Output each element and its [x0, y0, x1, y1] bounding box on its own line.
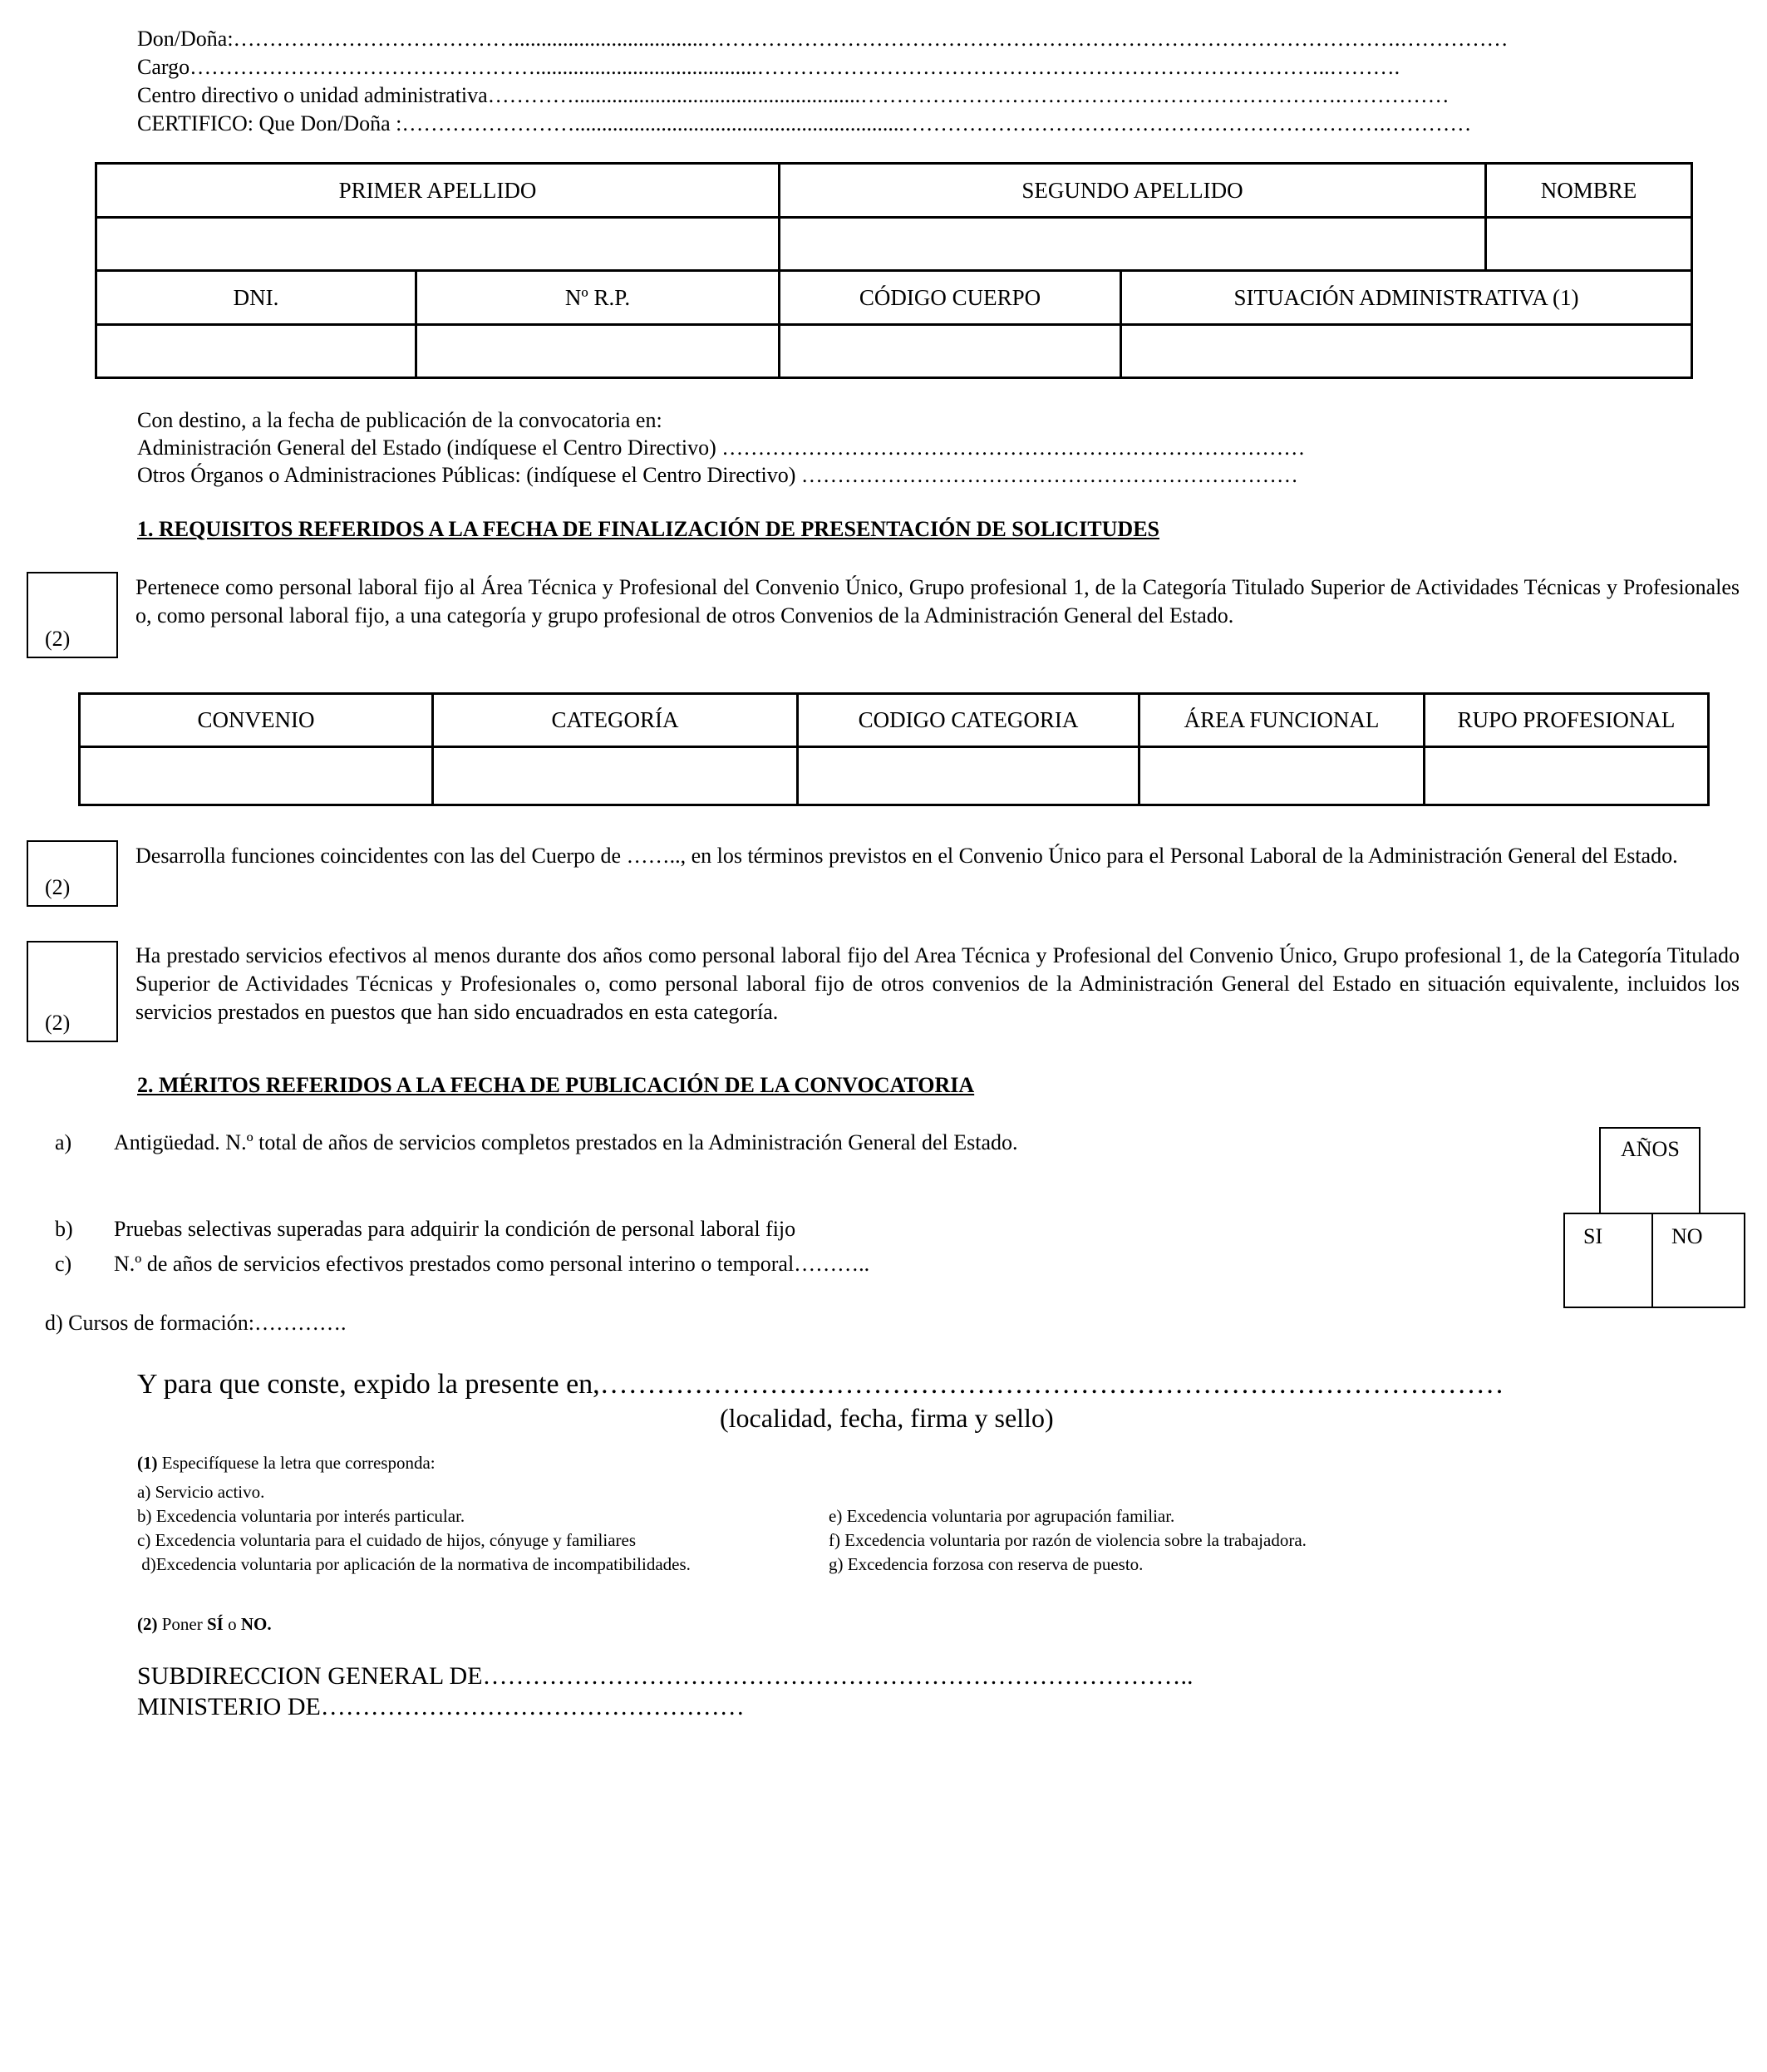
- certifico-line: CERTIFICO: Que Don/Doña :…………………….............................................................………………………………………………………….…………: [137, 111, 1472, 135]
- field-codigo-cuerpo[interactable]: [780, 325, 1121, 378]
- note2-mark: (2): [137, 1614, 158, 1634]
- note-option-b: b) Excedencia voluntaria por interés particular.: [137, 1506, 465, 1526]
- centro-line: Centro directivo o unidad administrativa………….....................................................………………………………………………………….……………: [137, 83, 1450, 107]
- subdireccion-line: SUBDIRECCION GENERAL DE…………………………………………………………………………..: [137, 1662, 1194, 1690]
- header-dni: DNI.: [96, 271, 416, 325]
- no-box[interactable]: [1651, 1213, 1745, 1308]
- checkbox-item3-mark: (2): [45, 1011, 71, 1035]
- merito-d-text: d) Cursos de formación:………….: [45, 1311, 347, 1335]
- checkbox-item1-mark: (2): [45, 627, 71, 651]
- header-segundo-apellido: SEGUNDO APELLIDO: [780, 164, 1486, 218]
- si-box[interactable]: [1563, 1213, 1653, 1308]
- anos-label: AÑOS: [1621, 1137, 1680, 1161]
- checkbox-item2[interactable]: [27, 840, 118, 907]
- header-convenio: CONVENIO: [80, 694, 433, 747]
- requisito-item2: Desarrolla funciones coincidentes con las del Cuerpo de …….., en los términos previstos en el Convenio Único para el Personal Laboral de la Administración General del Estado.: [135, 844, 1678, 868]
- header-codigo-cuerpo: CÓDIGO CUERPO: [780, 271, 1121, 325]
- section1-title: 1. REQUISITOS REFERIDOS A LA FECHA DE FINALIZACIÓN DE PRESENTACIÓN DE SOLICITUDES: [137, 517, 1159, 541]
- field-situacion-administrativa[interactable]: [1121, 325, 1692, 378]
- header-categoria: CATEGORÍA: [433, 694, 798, 747]
- note2: [137, 1612, 272, 1636]
- note1-left-list: [137, 1480, 795, 1577]
- note-option-a: a) Servicio activo.: [137, 1482, 265, 1502]
- expido-line: Y para que conste, expido la presente en,……………………………………………………………………………………: [137, 1369, 1504, 1400]
- localidad-note: (localidad, fecha, firma y sello): [720, 1403, 1054, 1433]
- merito-b-text: Pruebas selectivas superadas para adquirir la condición de personal laboral fijo: [114, 1217, 796, 1241]
- merito-c-letter: c): [55, 1252, 72, 1276]
- destino-age: Administración General del Estado (indíquese el Centro Directivo) ………………………………………………………………………: [137, 436, 1306, 460]
- note1-text: Especifíquese la letra que corresponda:: [157, 1453, 436, 1473]
- note2-pre: Poner: [157, 1614, 207, 1634]
- header-nombre: NOMBRE: [1486, 164, 1692, 218]
- note1-heading: [137, 1451, 436, 1475]
- requisito-item1: Pertenece como personal laboral fijo al Área Técnica y Profesional del Convenio Único, Grupo profesional 1, de la Categoría Titulado Superior de Actividades Técnicas y Profesionales o, como personal laboral fijo, a una categoría y grupo profesional de otros Convenios de la Administración General del Estado.: [135, 575, 1740, 628]
- note-option-d: d)Excedencia voluntaria por aplicación de la normativa de incompatibilidades.: [137, 1554, 691, 1574]
- merito-a-text: Antigüedad. N.º total de años de servicios completos prestados en la Administración General del Estado.: [114, 1130, 1018, 1154]
- merito-a-letter: a): [55, 1130, 72, 1154]
- note2-no: NO.: [240, 1614, 272, 1634]
- note-option-c: c) Excedencia voluntaria para el cuidado de hijos, cónyuge y familiares: [137, 1530, 636, 1550]
- header-grupo-profesional: RUPO PROFESIONAL: [1425, 694, 1709, 747]
- note-option-f: f) Excedencia voluntaria por razón de violencia sobre la trabajadora.: [829, 1530, 1307, 1550]
- field-area-funcional[interactable]: [1139, 747, 1425, 805]
- destino-otros: Otros Órganos o Administraciones Públicas: (indíquese el Centro Directivo) ……………………………………………………………: [137, 463, 1298, 487]
- field-codigo-categoria[interactable]: [798, 747, 1139, 805]
- personal-data-table: [95, 162, 1693, 379]
- ministerio-line: MINISTERIO DE……………………………………………: [137, 1693, 745, 1720]
- field-nrp[interactable]: [416, 325, 780, 378]
- no-label: NO: [1671, 1224, 1703, 1248]
- requisito-item3: Ha prestado servicios efectivos al menos durante dos años como personal laboral fijo del Area Técnica y Profesional del Convenio Único, Grupo profesional 1, de la Categoría Titulado Superior de Actividades Técnicas y Profesionales o, como personal laboral fijo de otros convenios de la Administración General del Estado en situación equivalente, incluidos los servicios prestados en puestos que han sido encuadrados en esta categoría.: [135, 943, 1740, 1024]
- field-grupo-profesional[interactable]: [1425, 747, 1709, 805]
- note2-si: SÍ: [207, 1614, 224, 1634]
- section2-title: 2. MÉRITOS REFERIDOS A LA FECHA DE PUBLICACIÓN DE LA CONVOCATORIA: [137, 1073, 975, 1097]
- field-segundo-apellido[interactable]: [780, 218, 1486, 271]
- don-dona-line: Don/Doña:…………………………………...................................…………………………………………………………………………………….……………: [137, 27, 1509, 51]
- field-nombre[interactable]: [1486, 218, 1692, 271]
- si-label: SI: [1583, 1224, 1603, 1248]
- field-convenio[interactable]: [80, 747, 433, 805]
- field-categoria[interactable]: [433, 747, 798, 805]
- checkbox-item1[interactable]: [27, 572, 118, 658]
- header-nrp: Nº R.P.: [416, 271, 780, 325]
- merito-c-text: N.º de años de servicios efectivos prestados como personal interino o temporal………..: [114, 1252, 870, 1276]
- header-situacion-administrativa: SITUACIÓN ADMINISTRATIVA (1): [1121, 271, 1692, 325]
- merito-b-letter: b): [55, 1217, 73, 1241]
- convenio-table: [78, 692, 1710, 806]
- cargo-line: Cargo………………………………………….........................................……………………………………………………………………..……….: [137, 55, 1400, 79]
- header-area-funcional: ÁREA FUNCIONAL: [1139, 694, 1425, 747]
- note-option-g: g) Excedencia forzosa con reserva de puesto.: [829, 1554, 1144, 1574]
- header-primer-apellido: PRIMER APELLIDO: [96, 164, 780, 218]
- anos-box[interactable]: [1599, 1127, 1701, 1214]
- note-option-e: e) Excedencia voluntaria por agrupación familiar.: [829, 1506, 1175, 1526]
- field-primer-apellido[interactable]: [96, 218, 780, 271]
- note2-mid: o: [223, 1614, 241, 1634]
- checkbox-item3[interactable]: [27, 941, 118, 1042]
- field-dni[interactable]: [96, 325, 416, 378]
- header-codigo-categoria: CODIGO CATEGORIA: [798, 694, 1139, 747]
- destino-intro: Con destino, a la fecha de publicación de la convocatoria en:: [137, 408, 662, 432]
- note1-mark: (1): [137, 1453, 158, 1473]
- note1-right-list: [829, 1504, 1307, 1577]
- checkbox-item2-mark: (2): [45, 875, 71, 899]
